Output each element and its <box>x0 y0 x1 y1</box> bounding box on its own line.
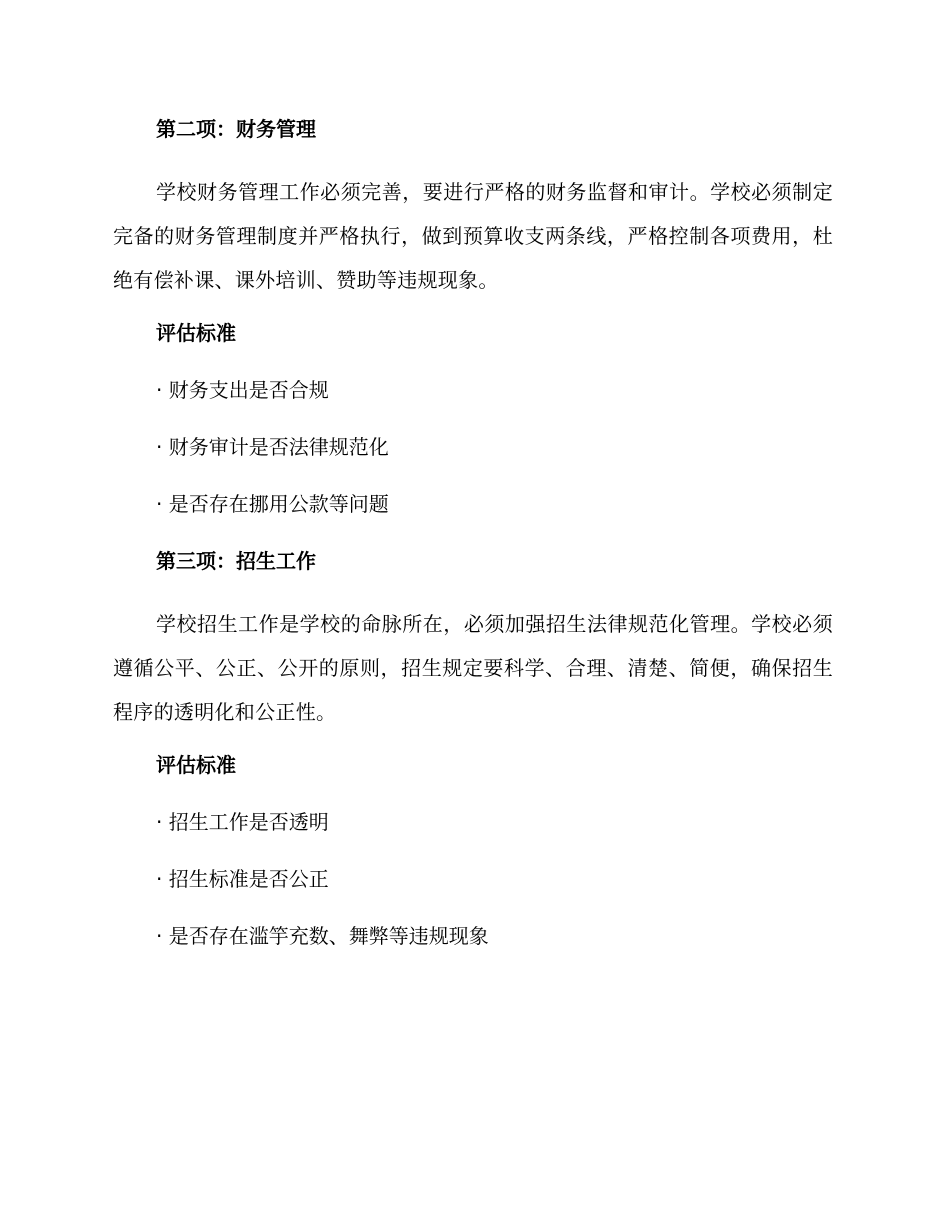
criteria-item: · 是否存在滥竽充数、舞弊等违规现象 <box>156 924 489 948</box>
criteria-item: · 招生标准是否公正 <box>156 867 329 891</box>
criteria-title-finance: 评估标准 <box>156 321 236 345</box>
criteria-item: · 招生工作是否透明 <box>156 810 329 834</box>
section-heading-admissions: 第三项：招生工作 <box>156 549 316 573</box>
section-paragraph-finance: 学校财务管理工作必须完善，要进行严格的财务监督和审计。学校必须制定完备的财务管理制度并严格执行，做到预算收支两条线，严格控制各项费用，杜绝有偿补课、课外培训、赞助等违规现象。 <box>113 180 833 292</box>
criteria-title-admissions: 评估标准 <box>156 753 236 777</box>
section-heading-finance: 第二项：财务管理 <box>156 117 316 141</box>
criteria-item: · 财务审计是否法律规范化 <box>156 435 389 459</box>
section-paragraph-admissions: 学校招生工作是学校的命脉所在，必须加强招生法律规范化管理。学校必须遵循公平、公正、公开的原则，招生规定要科学、合理、清楚、简便，确保招生程序的透明化和公正性。 <box>113 612 833 724</box>
criteria-item: · 财务支出是否合规 <box>156 378 329 402</box>
criteria-item: · 是否存在挪用公款等问题 <box>156 492 389 516</box>
document-content <box>113 112 833 976</box>
